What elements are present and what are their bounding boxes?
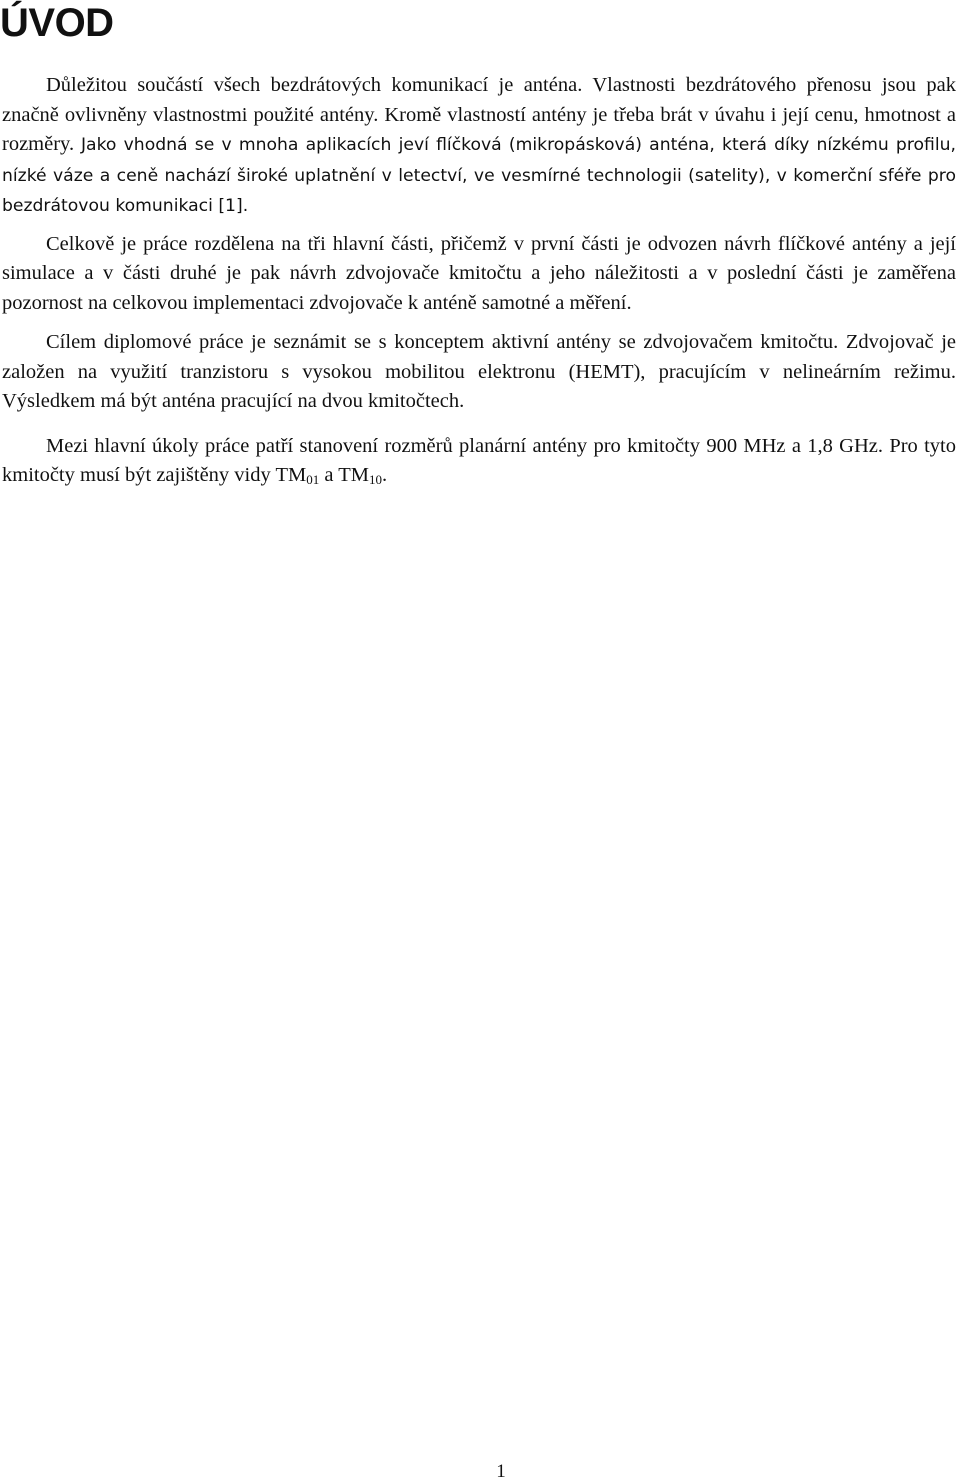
- mode-subscript-10: 10: [369, 472, 382, 487]
- paragraph-tasks-main: Mezi hlavní úkoly práce patří stanovení rozměrů planární antény pro kmitočty 900 MHz a 1,8 GHz. Pro tyto kmitočty musí být zajištěny vidy TM: [2, 434, 956, 486]
- paragraph-intro-serif: Důležitou součástí všech bezdrátových komunikací je anténa. Vlastnosti bezdrátového přenosu jsou pak značně ovlivněny vlastnostmi použité antény. Kromě vlastností antény je třeba brát v úvahu i její cenu, hmotnost a rozměry.: [2, 74, 956, 155]
- paragraph-goal: Cílem diplomové práce je seznámit se s konceptem aktivní antény se zdvojovačem kmitočtu. Zdvojovač je založen na využití tranzistoru s vysokou mobilitou elektronu (HEMT), pracujícím v nelineárním režimu. Výsledkem má být anténa pracující na dvou kmitočtech.: [2, 331, 956, 412]
- paragraph-tasks-end: .: [382, 464, 388, 486]
- paragraph-intro-sans: Jako vhodná se v mnoha aplikacích jeví flíčková (mikropásková) anténa, která díky nízkému profilu, nízké váze a ceně nachází široké uplatnění v letectví, ve vesmírné technologii (satelity), v komerční sféře pro bezdrátovou komunikaci [1].: [2, 135, 957, 216]
- page-number: 1: [496, 1461, 506, 1482]
- paragraph-structure: Celkově je práce rozdělena na tři hlavní části, přičemž v první části je odvozen návrh flíčkové antény a její simulace a v části druhé je pak návrh zdvojovače kmitočtu a jeho náležitosti a v poslední části je zaměřena pozornost na celkovou implementaci zdvojovače k anténě samotné a měření.: [2, 232, 956, 314]
- paragraph-intro: [2, 71, 956, 222]
- paragraph-tasks-connector: a TM: [319, 464, 369, 486]
- page-title: ÚVOD: [0, 1, 114, 45]
- mode-subscript-01: 01: [306, 472, 320, 487]
- paragraph-tasks: [2, 432, 956, 491]
- body-text: [2, 71, 956, 491]
